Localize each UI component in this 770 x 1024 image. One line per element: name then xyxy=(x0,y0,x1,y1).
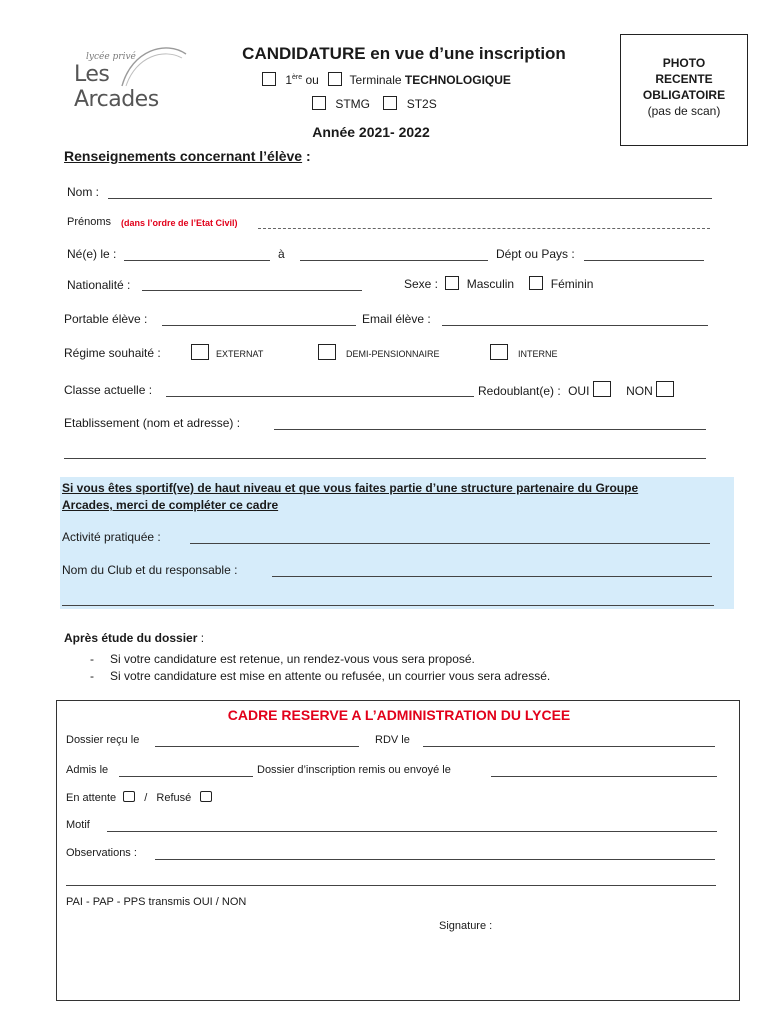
checkbox-premiere[interactable] xyxy=(262,72,276,86)
option-or: ou xyxy=(305,73,319,87)
club-field[interactable] xyxy=(272,576,712,577)
admis-field[interactable] xyxy=(119,776,253,777)
after-list xyxy=(64,651,724,685)
option-technologique: TECHNOLOGIQUE xyxy=(404,73,511,87)
after-title-colon: : xyxy=(197,631,205,645)
birth-place-label: à xyxy=(278,247,285,261)
option-premiere-sup: ère xyxy=(292,74,303,81)
school-label: Etablissement (nom et adresse) : xyxy=(64,416,241,430)
photo-line-1: PHOTO xyxy=(662,56,706,70)
option-terminale: Terminale xyxy=(349,73,402,87)
photo-box xyxy=(620,34,748,146)
school-logo xyxy=(74,40,199,112)
checkbox-en-attente[interactable] xyxy=(123,791,135,802)
photo-line-3: OBLIGATOIRE xyxy=(642,88,726,102)
sport-section xyxy=(60,477,734,609)
repeat-options xyxy=(478,381,674,398)
prenoms-field[interactable] xyxy=(258,228,710,229)
school-field[interactable] xyxy=(274,429,706,430)
checkbox-demi-pensionnaire[interactable] xyxy=(318,344,336,360)
activity-label: Activité pratiquée : xyxy=(62,530,161,544)
dossier-recu-field[interactable] xyxy=(155,746,359,747)
checkbox-st2s[interactable] xyxy=(383,96,397,110)
dossier-recu-label: Dossier reçu le xyxy=(66,734,140,746)
phone-label: Portable élève : xyxy=(64,312,148,326)
admis-label: Admis le xyxy=(66,764,109,776)
list-item: - Si votre candidature est retenue, un rendez-vous vous sera proposé. xyxy=(64,651,724,668)
checkbox-stmg[interactable] xyxy=(312,96,326,110)
dept-label: Dépt ou Pays : xyxy=(496,247,575,261)
option-masculin: Masculin xyxy=(466,277,515,291)
admin-box xyxy=(56,700,740,1001)
nom-label: Nom : xyxy=(67,185,100,199)
option-demi-pensionnaire: DEMI-PENSIONNAIRE xyxy=(346,349,440,359)
birth-date-field[interactable] xyxy=(124,260,270,261)
signature-label: Signature : xyxy=(439,920,493,932)
checkbox-masculin[interactable] xyxy=(445,276,459,290)
birth-place-field[interactable] xyxy=(300,260,488,261)
option-oui: OUI xyxy=(568,384,590,398)
status-options xyxy=(66,791,212,804)
dossier-inscription-label: Dossier d’inscription remis ou envoyé le xyxy=(257,764,451,776)
sex-label: Sexe : xyxy=(404,277,439,291)
photo-line-4: (pas de scan) xyxy=(647,104,721,118)
email-label: Email élève : xyxy=(362,312,431,326)
observations-label: Observations : xyxy=(66,847,137,859)
school-field-2[interactable] xyxy=(64,458,706,459)
birth-date-label: Né(e) le : xyxy=(67,247,117,261)
logo-name: Les Arcades xyxy=(74,62,159,112)
logo-subtitle: lycée privé xyxy=(86,52,136,62)
checkbox-interne[interactable] xyxy=(490,344,508,360)
nationality-field[interactable] xyxy=(142,290,362,291)
student-section-title xyxy=(64,148,311,164)
checkbox-repeat-oui[interactable] xyxy=(593,381,611,397)
prenoms-note: (dans l’ordre de l’Etat Civil) xyxy=(121,218,238,228)
activity-field[interactable] xyxy=(190,543,710,544)
sex-options xyxy=(404,276,593,291)
club-label: Nom du Club et du responsable : xyxy=(62,563,238,577)
nom-field[interactable] xyxy=(108,198,712,199)
checkbox-externat[interactable] xyxy=(191,344,209,360)
list-item: - Si votre candidature est mise en attente ou refusée, un courrier vous sera adressé. xyxy=(64,668,724,685)
regime-label: Régime souhaité : xyxy=(64,346,161,360)
level-options xyxy=(262,72,511,87)
sport-title-line-1: Si vous êtes sportif(ve) de haut niveau et que vous faites partie d’une structure partenaire du Groupe xyxy=(62,481,639,495)
option-externat: EXTERNAT xyxy=(216,349,264,359)
sport-title-line-2: Arcades, merci de compléter ce cadre xyxy=(62,498,279,512)
dossier-inscription-field[interactable] xyxy=(491,776,717,777)
option-premiere: 1 xyxy=(285,73,293,87)
checkbox-refuse[interactable] xyxy=(200,791,212,802)
rdv-field[interactable] xyxy=(423,746,715,747)
motif-field[interactable] xyxy=(107,831,717,832)
student-section-title-text: Renseignements concernant l’élève xyxy=(64,148,303,164)
page-title: CANDIDATURE en vue d’une inscription xyxy=(242,44,566,63)
checkbox-repeat-non[interactable] xyxy=(656,381,674,397)
club-field-2[interactable] xyxy=(62,605,714,606)
email-field[interactable] xyxy=(442,325,708,326)
series-options xyxy=(312,96,437,111)
option-st2s: ST2S xyxy=(406,97,437,111)
phone-field[interactable] xyxy=(162,325,356,326)
photo-line-2: RECENTE xyxy=(655,72,713,86)
option-stmg: STMG xyxy=(335,97,371,111)
observations-field-2[interactable] xyxy=(66,885,716,886)
dept-field[interactable] xyxy=(584,260,704,261)
prenoms-label: Prénoms xyxy=(67,216,112,228)
after-title xyxy=(64,631,204,645)
observations-field[interactable] xyxy=(155,859,715,860)
en-attente-label: En attente xyxy=(66,792,117,804)
class-label: Classe actuelle : xyxy=(64,383,153,397)
student-section-colon: : xyxy=(302,148,311,164)
motif-label: Motif xyxy=(66,819,90,831)
refuse-label: Refusé xyxy=(156,792,192,804)
class-field[interactable] xyxy=(166,396,474,397)
option-non: NON xyxy=(626,384,653,398)
option-feminin: Féminin xyxy=(550,277,594,291)
rdv-label: RDV le xyxy=(375,734,410,746)
after-title-text: Après étude du dossier xyxy=(64,631,198,645)
checkbox-terminale[interactable] xyxy=(328,72,342,86)
nationality-label: Nationalité : xyxy=(67,278,131,292)
status-separator: / xyxy=(144,792,148,804)
checkbox-feminin[interactable] xyxy=(529,276,543,290)
pai-label: PAI - PAP - PPS transmis OUI / NON xyxy=(66,896,247,908)
option-interne: INTERNE xyxy=(518,349,558,359)
school-year: Année 2021- 2022 xyxy=(312,124,430,140)
repeat-label: Redoublant(e) : xyxy=(478,384,561,398)
admin-title: CADRE RESERVE A L’ADMINISTRATION DU LYCEE xyxy=(227,707,571,723)
